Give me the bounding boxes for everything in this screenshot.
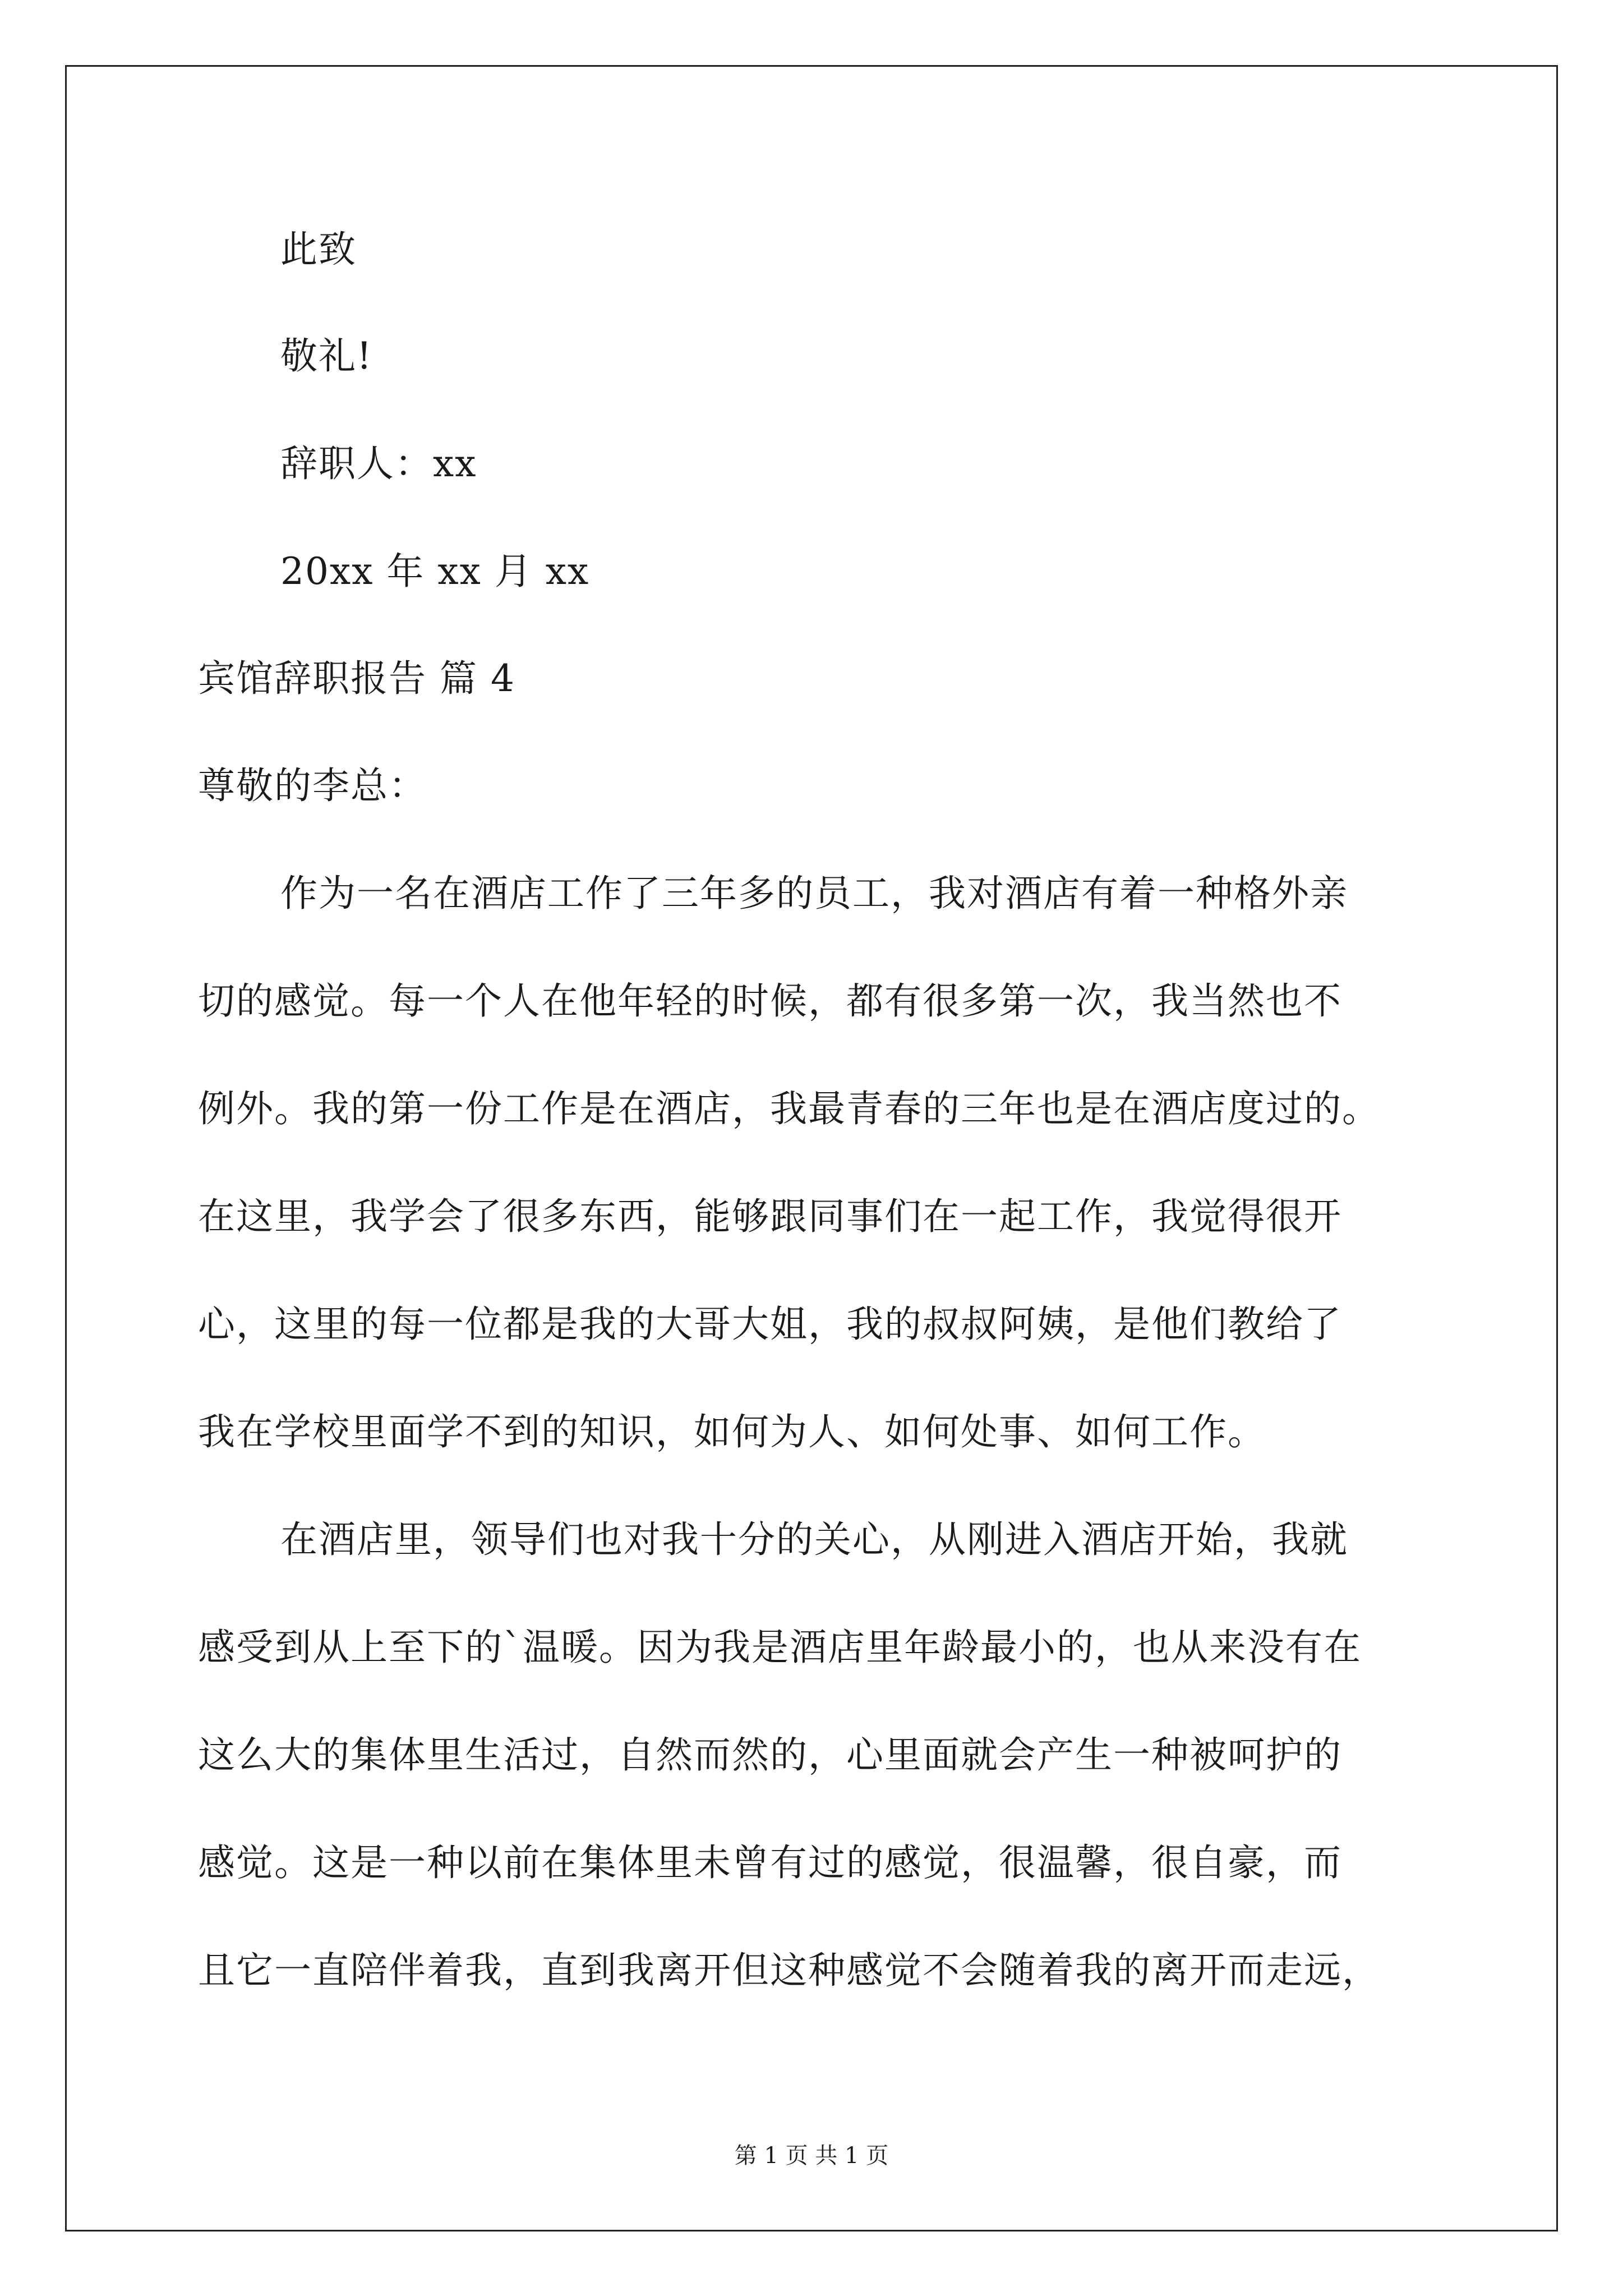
paragraph-line: 这么大的集体里生活过，自然而然的，心里面就会产生一种被呵护的	[198, 1733, 1342, 1777]
paragraph-line: 切的感觉。每一个人在他年轻的时候，都有很多第一次，我当然也不	[198, 979, 1342, 1023]
closing-salutation: 此致	[280, 228, 357, 271]
paragraph-line: 感受到从上至下的`温暖。因为我是酒店里年龄最小的，也从来没有在	[198, 1626, 1362, 1669]
paragraph-line: 感觉。这是一种以前在集体里未曾有过的感觉，很温馨，很自豪，而	[198, 1841, 1342, 1884]
paragraph-line: 心，这里的每一位都是我的大哥大姐，我的叔叔阿姨，是他们教给了	[198, 1303, 1342, 1346]
greeting: 尊敬的李总：	[198, 764, 427, 807]
closing-regards: 敬礼!	[280, 334, 373, 378]
paragraph-line: 作为一名在酒店工作了三年多的员工，我对酒店有着一种格外亲	[280, 872, 1348, 915]
date-line: 20xx 年 xx 月 xx	[280, 550, 590, 593]
page-border	[65, 65, 1558, 2231]
paragraph-line: 在酒店里，领导们也对我十分的关心，从刚进入酒店开始，我就	[280, 1518, 1348, 1561]
paragraph-line: 例外。我的第一份工作是在酒店，我最青春的三年也是在酒店度过的。	[198, 1087, 1380, 1130]
paragraph-line: 在这里，我学会了很多东西，能够跟同事们在一起工作，我觉得很开	[198, 1195, 1342, 1238]
paragraph-line: 且它一直陪伴着我，直到我离开但这种感觉不会随着我的离开而走远，	[198, 1949, 1380, 1992]
paragraph-line: 我在学校里面学不到的知识，如何为人、如何处事、如何工作。	[198, 1410, 1266, 1453]
section-title: 宾馆辞职报告 篇 4	[198, 657, 515, 700]
signer-line: 辞职人：xx	[280, 442, 477, 485]
page-footer: 第 1 页 共 1 页	[734, 2143, 889, 2169]
